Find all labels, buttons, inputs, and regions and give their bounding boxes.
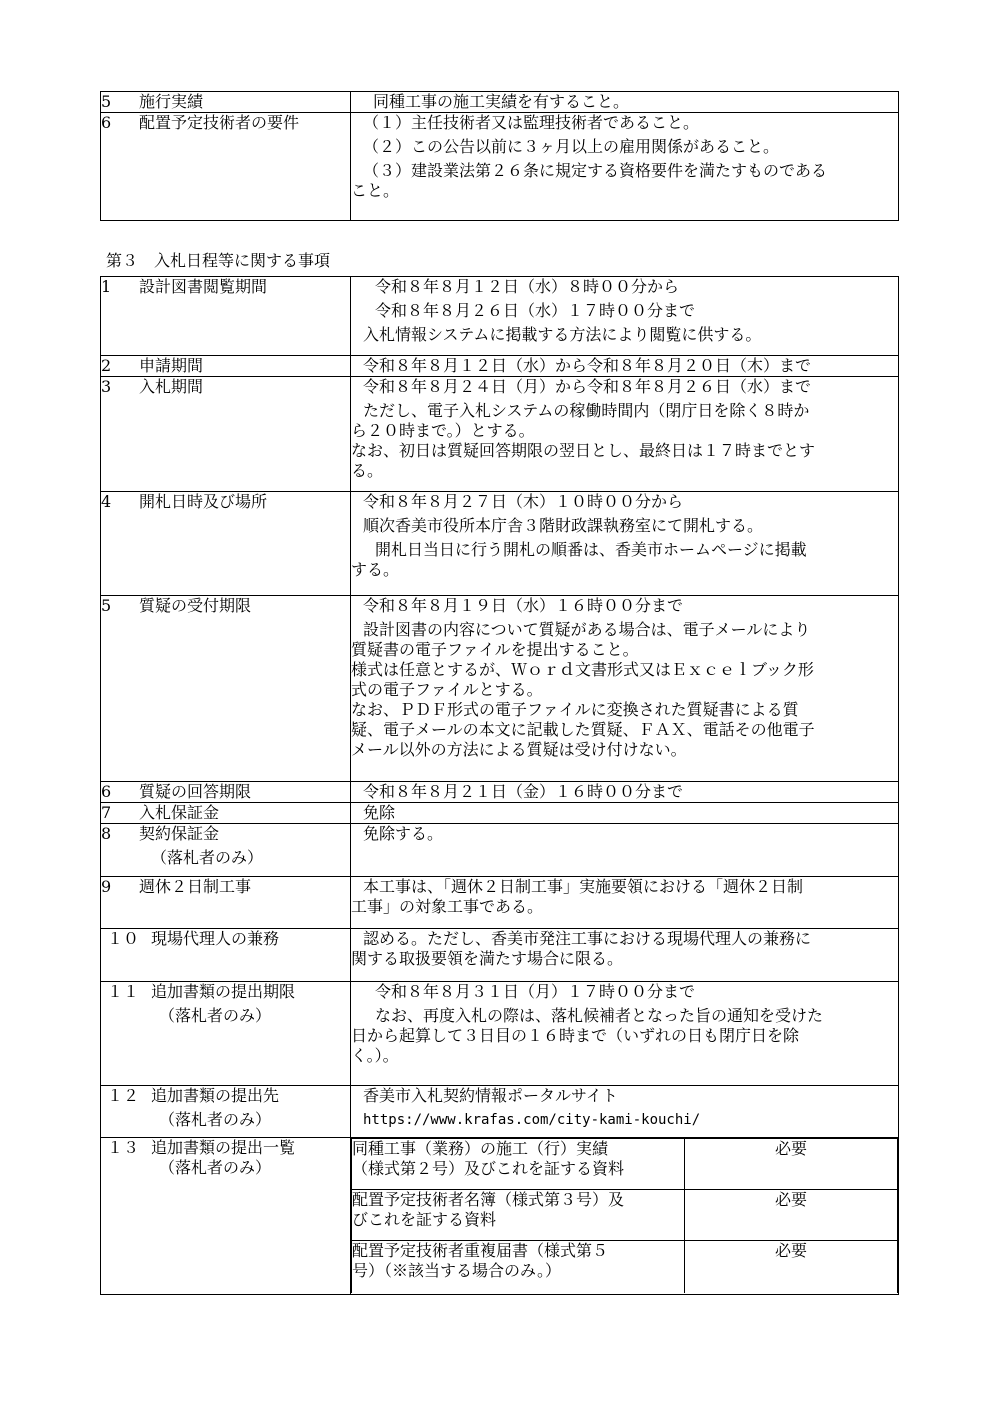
table-row [101,277,899,356]
content-line: （３）建設業法第２６条に規定する資格要件を満たすものである [363,161,828,180]
item-number: 6 [101,113,112,132]
item-label: 入札保証金 [139,803,220,822]
required-flag: 必要 [685,1241,898,1293]
item-content [351,92,899,113]
content-line: 免除する。 [363,824,444,843]
content-line: 号）（※該当する場合のみ。） [352,1261,561,1280]
content-line: 配置予定技術者重複届書（様式第５ [352,1241,609,1260]
content-line: なお、ＰＤＦ形式の電子ファイルに変換された質疑書による質 [351,700,799,719]
requirements-table [100,91,899,221]
documents-cell [351,1138,899,1295]
item-cell [101,377,351,492]
content-line: 同種工事の施工実績を有すること。 [373,92,630,111]
item-number: 6 [101,782,112,801]
item-cell [101,113,351,221]
content-line: 様式は任意とするが、Ｗｏｒｄ文書形式又はＥｘｃｅｌブック形 [351,660,814,679]
content-line: 質疑書の電子ファイルを提出すること。 [351,640,639,659]
item-label: 施行実績 [139,92,204,111]
document-row [352,1190,898,1241]
content-line: 設計図書の内容について質疑がある場合は、電子メールにより [363,620,811,639]
item-content [351,782,899,803]
item-label: 申請期間 [139,356,204,375]
content-line: こと。 [351,181,400,200]
table-row [101,824,899,877]
item-cell [101,782,351,803]
item-content [351,596,899,782]
item-sublabel: （落札者のみ） [159,1006,272,1025]
document-name [352,1241,685,1293]
item-sublabel: （落札者のみ） [159,1158,272,1177]
content-line: なお、再度入札の際は、落札候補者となった旨の通知を受けた [375,1006,824,1025]
item-number: 8 [101,824,112,843]
content-line: 疑、電子メールの本文に記載した質疑、ＦＡＸ、電話その他電子 [351,720,815,739]
item-cell [101,492,351,596]
content-line: （１）主任技術者又は監理技術者であること。 [363,113,700,132]
item-content [351,277,899,356]
content-line: 令和８年８月３１日（月）１７時００分まで [375,982,696,1001]
content-line: 関する取扱要領を満たす場合に限る。 [351,949,624,968]
item-label: 現場代理人の兼務 [151,929,280,948]
content-line: 日から起算して３日目の１６時まで（いずれの日も閉庁日を除 [351,1026,800,1045]
table-row [101,982,899,1086]
item-number: 3 [101,377,112,396]
content-line: ら２０時まで。）とする。 [351,421,535,440]
content-line: 入札情報システムに掲載する方法により閲覧に供する。 [363,325,762,344]
content-line: 令和８年８月２７日（木）１０時００分から [363,492,684,511]
item-label: 開札日時及び場所 [139,492,268,511]
content-line: 令和８年８月１２日（水）８時００分から [375,277,680,296]
item-content [351,492,899,596]
item-label: 配置予定技術者の要件 [139,113,300,132]
documents-table [351,1138,898,1293]
content-line: メール以外の方法による質疑は受け付けない。 [351,740,687,759]
item-number: 4 [101,492,112,511]
item-number: 5 [101,596,112,615]
content-line: 工事」の対象工事である。 [351,897,544,916]
item-content [351,113,899,221]
content-line: 本工事は、「週休２日制工事」実施要領における「週休２日制 [363,877,804,896]
item-cell [101,824,351,877]
item-number: １２ [107,1086,140,1105]
required-flag: 必要 [685,1139,898,1190]
item-number: 9 [101,877,112,896]
table-row [101,1138,899,1295]
table-row [101,929,899,982]
item-cell [101,92,351,113]
content-line: 免除 [363,803,396,822]
table-row [101,92,899,113]
item-cell [101,982,351,1086]
item-label: 追加書類の提出期限 [151,982,296,1001]
document-name [352,1139,685,1190]
item-number: 1 [101,277,112,296]
item-sublabel: （落札者のみ） [159,1110,272,1129]
item-label: 入札期間 [139,377,204,396]
content-line: 開札日当日に行う開札の順番は、香美市ホームページに掲載 [375,540,807,559]
item-content [351,877,899,929]
item-number: １１ [107,982,140,1001]
item-content [351,377,899,492]
table-row [101,356,899,377]
table-row [101,782,899,803]
content-line: （様式第２号）及びこれを証する資料 [352,1159,625,1178]
item-cell [101,803,351,824]
content-line: 令和８年８月２１日（金）１６時００分まで [363,782,684,801]
content-line: 令和８年８月１９日（水）１６時００分まで [363,596,684,615]
content-line: 式の電子ファイルとする。 [351,680,543,699]
item-label: 質疑の受付期限 [139,596,252,615]
item-content [351,982,899,1086]
item-content [351,803,899,824]
content-line: る。 [351,461,384,480]
content-line: （２）この公告以前に３ヶ月以上の雇用関係があること。 [363,137,780,156]
item-sublabel: （落札者のみ） [151,848,264,867]
content-line: 順次香美市役所本庁舎３階財政課執務室にて開札する。 [363,516,764,535]
item-cell [101,596,351,782]
item-label: 週休２日制工事 [139,877,252,896]
content-line: 配置予定技術者名簿（様式第３号）及 [352,1190,625,1209]
item-label: 質疑の回答期限 [139,782,252,801]
table-row [101,803,899,824]
content-line: 令和８年８月２６日（水）１７時００分まで [375,301,696,320]
content-line: びこれを証する資料 [352,1210,497,1229]
item-number: 2 [101,356,112,375]
document-row [352,1139,898,1190]
item-cell [101,356,351,377]
table-row [101,113,899,221]
item-number: １３ [107,1138,140,1157]
item-content [351,1086,899,1138]
table-row [101,492,899,596]
item-cell [101,1138,351,1295]
section-title: 第３ 入札日程等に関する事項 [106,251,331,270]
table-row [101,877,899,929]
portal-url[interactable]: https://www.krafas.com/city-kami-kouchi/ [363,1112,701,1128]
item-cell [101,877,351,929]
content-line: なお、初日は質疑回答期限の翌日とし、最終日は１７時までとす [351,441,816,460]
item-number: 5 [101,92,112,111]
content-line: ただし、電子入札システムの稼働時間内（閉庁日を除く８時か [363,401,810,420]
content-line: 香美市入札契約情報ポータルサイト [363,1086,618,1105]
item-content [351,929,899,982]
item-content [351,356,899,377]
item-cell [101,1086,351,1138]
content-line: 同種工事（業務）の施工（行）実績 [352,1139,609,1158]
item-label: 契約保証金 [139,824,220,843]
item-cell [101,277,351,356]
item-label: 設計図書閲覧期間 [139,277,268,296]
content-line: 令和８年８月２４日（月）から令和８年８月２６日（水）まで [363,377,812,396]
document-row [352,1241,898,1293]
content-line: 令和８年８月１２日（水）から令和８年８月２０日（木）まで [363,356,812,375]
item-label: 追加書類の提出先 [151,1086,280,1105]
table-row [101,596,899,782]
item-label: 追加書類の提出一覧 [151,1138,296,1157]
item-number: １０ [107,929,140,948]
schedule-table [100,276,899,1295]
item-cell [101,929,351,982]
content-line: 認める。ただし、香美市発注工事における現場代理人の兼務に [363,929,812,948]
table-row [101,1086,899,1138]
item-content [351,824,899,877]
document-name [352,1190,685,1241]
content-line: く。）。 [351,1046,399,1065]
required-flag: 必要 [685,1190,898,1241]
content-line: する。 [351,560,400,579]
table-row [101,377,899,492]
item-number: 7 [101,803,112,822]
